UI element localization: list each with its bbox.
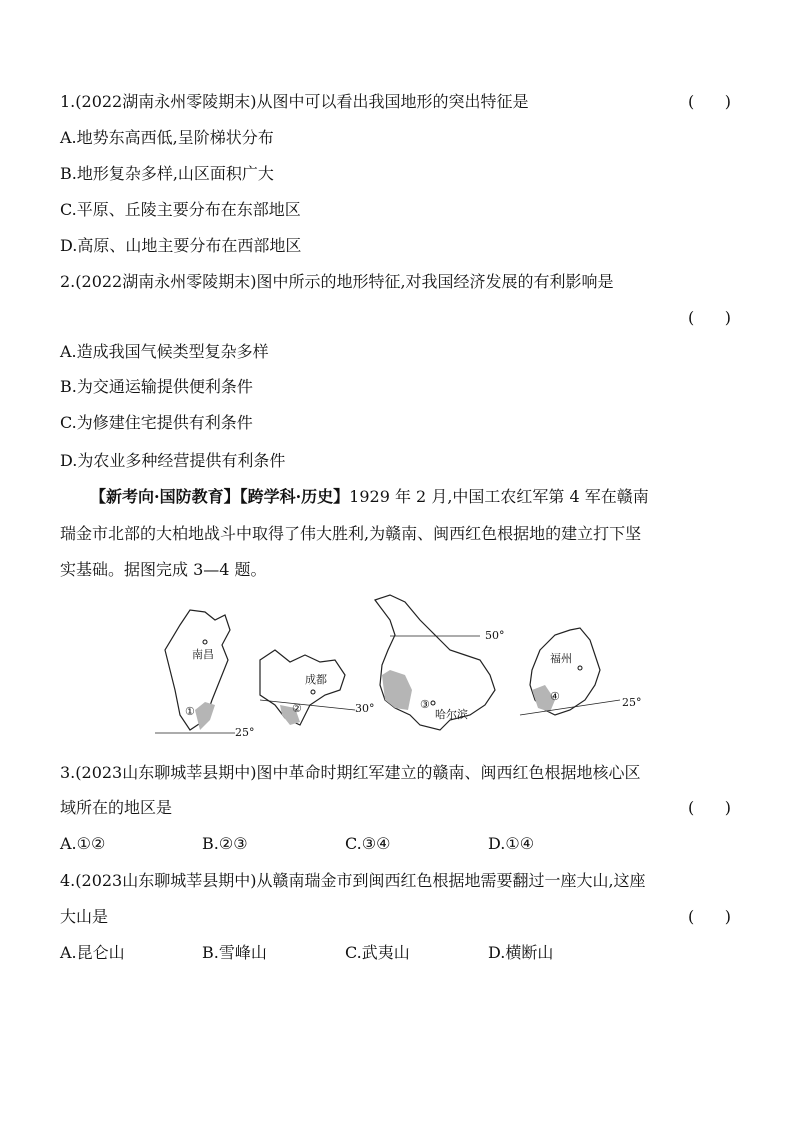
lat-25-line-fujian bbox=[520, 700, 620, 715]
q3-option-a[interactable]: A.①② bbox=[60, 834, 106, 853]
intro-line-2: 瑞金市北部的大柏地战斗中取得了伟大胜利,为赣南、闽西红色根据地的建立打下坚 bbox=[60, 524, 642, 543]
label-lat-30: 30° bbox=[355, 702, 375, 715]
label-lat-25b: 25° bbox=[622, 696, 642, 709]
label-lat-50: 50° bbox=[485, 629, 505, 642]
label-chengdu: 成都 bbox=[305, 673, 327, 686]
harbin-marker bbox=[431, 701, 435, 705]
intro-line-3: 实基础。据图完成 3—4 题。 bbox=[60, 560, 267, 579]
q2-option-a[interactable]: A.造成我国气候类型复杂多样 bbox=[60, 342, 269, 361]
q3-option-b[interactable]: B.②③ bbox=[202, 834, 248, 853]
q2-option-d[interactable]: D.为农业多种经营提供有利条件 bbox=[60, 451, 286, 470]
q3-option-c[interactable]: C.③④ bbox=[345, 834, 391, 853]
intro-tag-history: 【跨学科·历史】 bbox=[239, 487, 350, 506]
label-region-4: ④ bbox=[550, 690, 560, 703]
q1-stem: 1.(2022湖南永州零陵期末)从图中可以看出我国地形的突出特征是 bbox=[60, 92, 529, 111]
label-fuzhou: 福州 bbox=[550, 652, 572, 665]
q3-stem-line-1: 3.(2023山东聊城莘县期中)图中革命时期红军建立的赣南、闽西红色根据地核心区 bbox=[60, 763, 641, 782]
region-3-shade bbox=[382, 670, 412, 710]
intro-line-1 bbox=[90, 486, 649, 508]
sichuan-outline bbox=[260, 650, 345, 725]
q2-option-c[interactable]: C.为修建住宅提供有利条件 bbox=[60, 413, 253, 432]
q1-option-b[interactable]: B.地形复杂多样,山区面积广大 bbox=[60, 164, 274, 183]
intro-line-1-text: 1929 年 2 月,中国工农红军第 4 军在赣南 bbox=[349, 487, 649, 506]
q4-option-d[interactable]: D.横断山 bbox=[488, 943, 554, 962]
q1-option-d[interactable]: D.高原、山地主要分布在西部地区 bbox=[60, 236, 302, 255]
q1-answer-bracket[interactable]: ( ) bbox=[688, 92, 731, 111]
region-1-shade bbox=[195, 702, 215, 730]
q2-option-b[interactable]: B.为交通运输提供便利条件 bbox=[60, 377, 253, 396]
q3-option-d[interactable]: D.①④ bbox=[488, 834, 535, 853]
q4-option-c[interactable]: C.武夷山 bbox=[345, 943, 410, 962]
q2-answer-bracket[interactable]: ( ) bbox=[688, 308, 731, 327]
label-lat-25a: 25° bbox=[235, 726, 255, 739]
q4-option-b[interactable]: B.雪峰山 bbox=[202, 943, 267, 962]
province-map-figure bbox=[150, 590, 650, 750]
q4-stem-line-1: 4.(2023山东聊城莘县期中)从赣南瑞金市到闽西红色根据地需要翻过一座大山,这座 bbox=[60, 871, 646, 890]
q3-answer-bracket[interactable]: ( ) bbox=[688, 798, 731, 817]
intro-tag-defense: 【新考向·国防教育】 bbox=[90, 487, 240, 506]
label-region-1: ① bbox=[185, 705, 195, 718]
q1-option-a[interactable]: A.地势东高西低,呈阶梯状分布 bbox=[60, 128, 274, 147]
q3-stem-line-2: 域所在的地区是 bbox=[60, 798, 173, 817]
q1-option-c[interactable]: C.平原、丘陵主要分布在东部地区 bbox=[60, 200, 301, 219]
q4-option-a[interactable]: A.昆仑山 bbox=[60, 943, 125, 962]
fuzhou-marker bbox=[578, 666, 582, 670]
label-region-2: ② bbox=[292, 702, 302, 715]
label-nanchang: 南昌 bbox=[192, 648, 214, 661]
nanchang-marker bbox=[203, 640, 207, 644]
chengdu-marker bbox=[311, 690, 315, 694]
label-region-3: ③ bbox=[420, 698, 430, 711]
q4-answer-bracket[interactable]: ( ) bbox=[688, 907, 731, 926]
label-harbin: 哈尔滨 bbox=[435, 708, 468, 721]
q4-stem-line-2: 大山是 bbox=[60, 907, 109, 926]
q2-stem: 2.(2022湖南永州零陵期末)图中所示的地形特征,对我国经济发展的有利影响是 bbox=[60, 272, 614, 291]
